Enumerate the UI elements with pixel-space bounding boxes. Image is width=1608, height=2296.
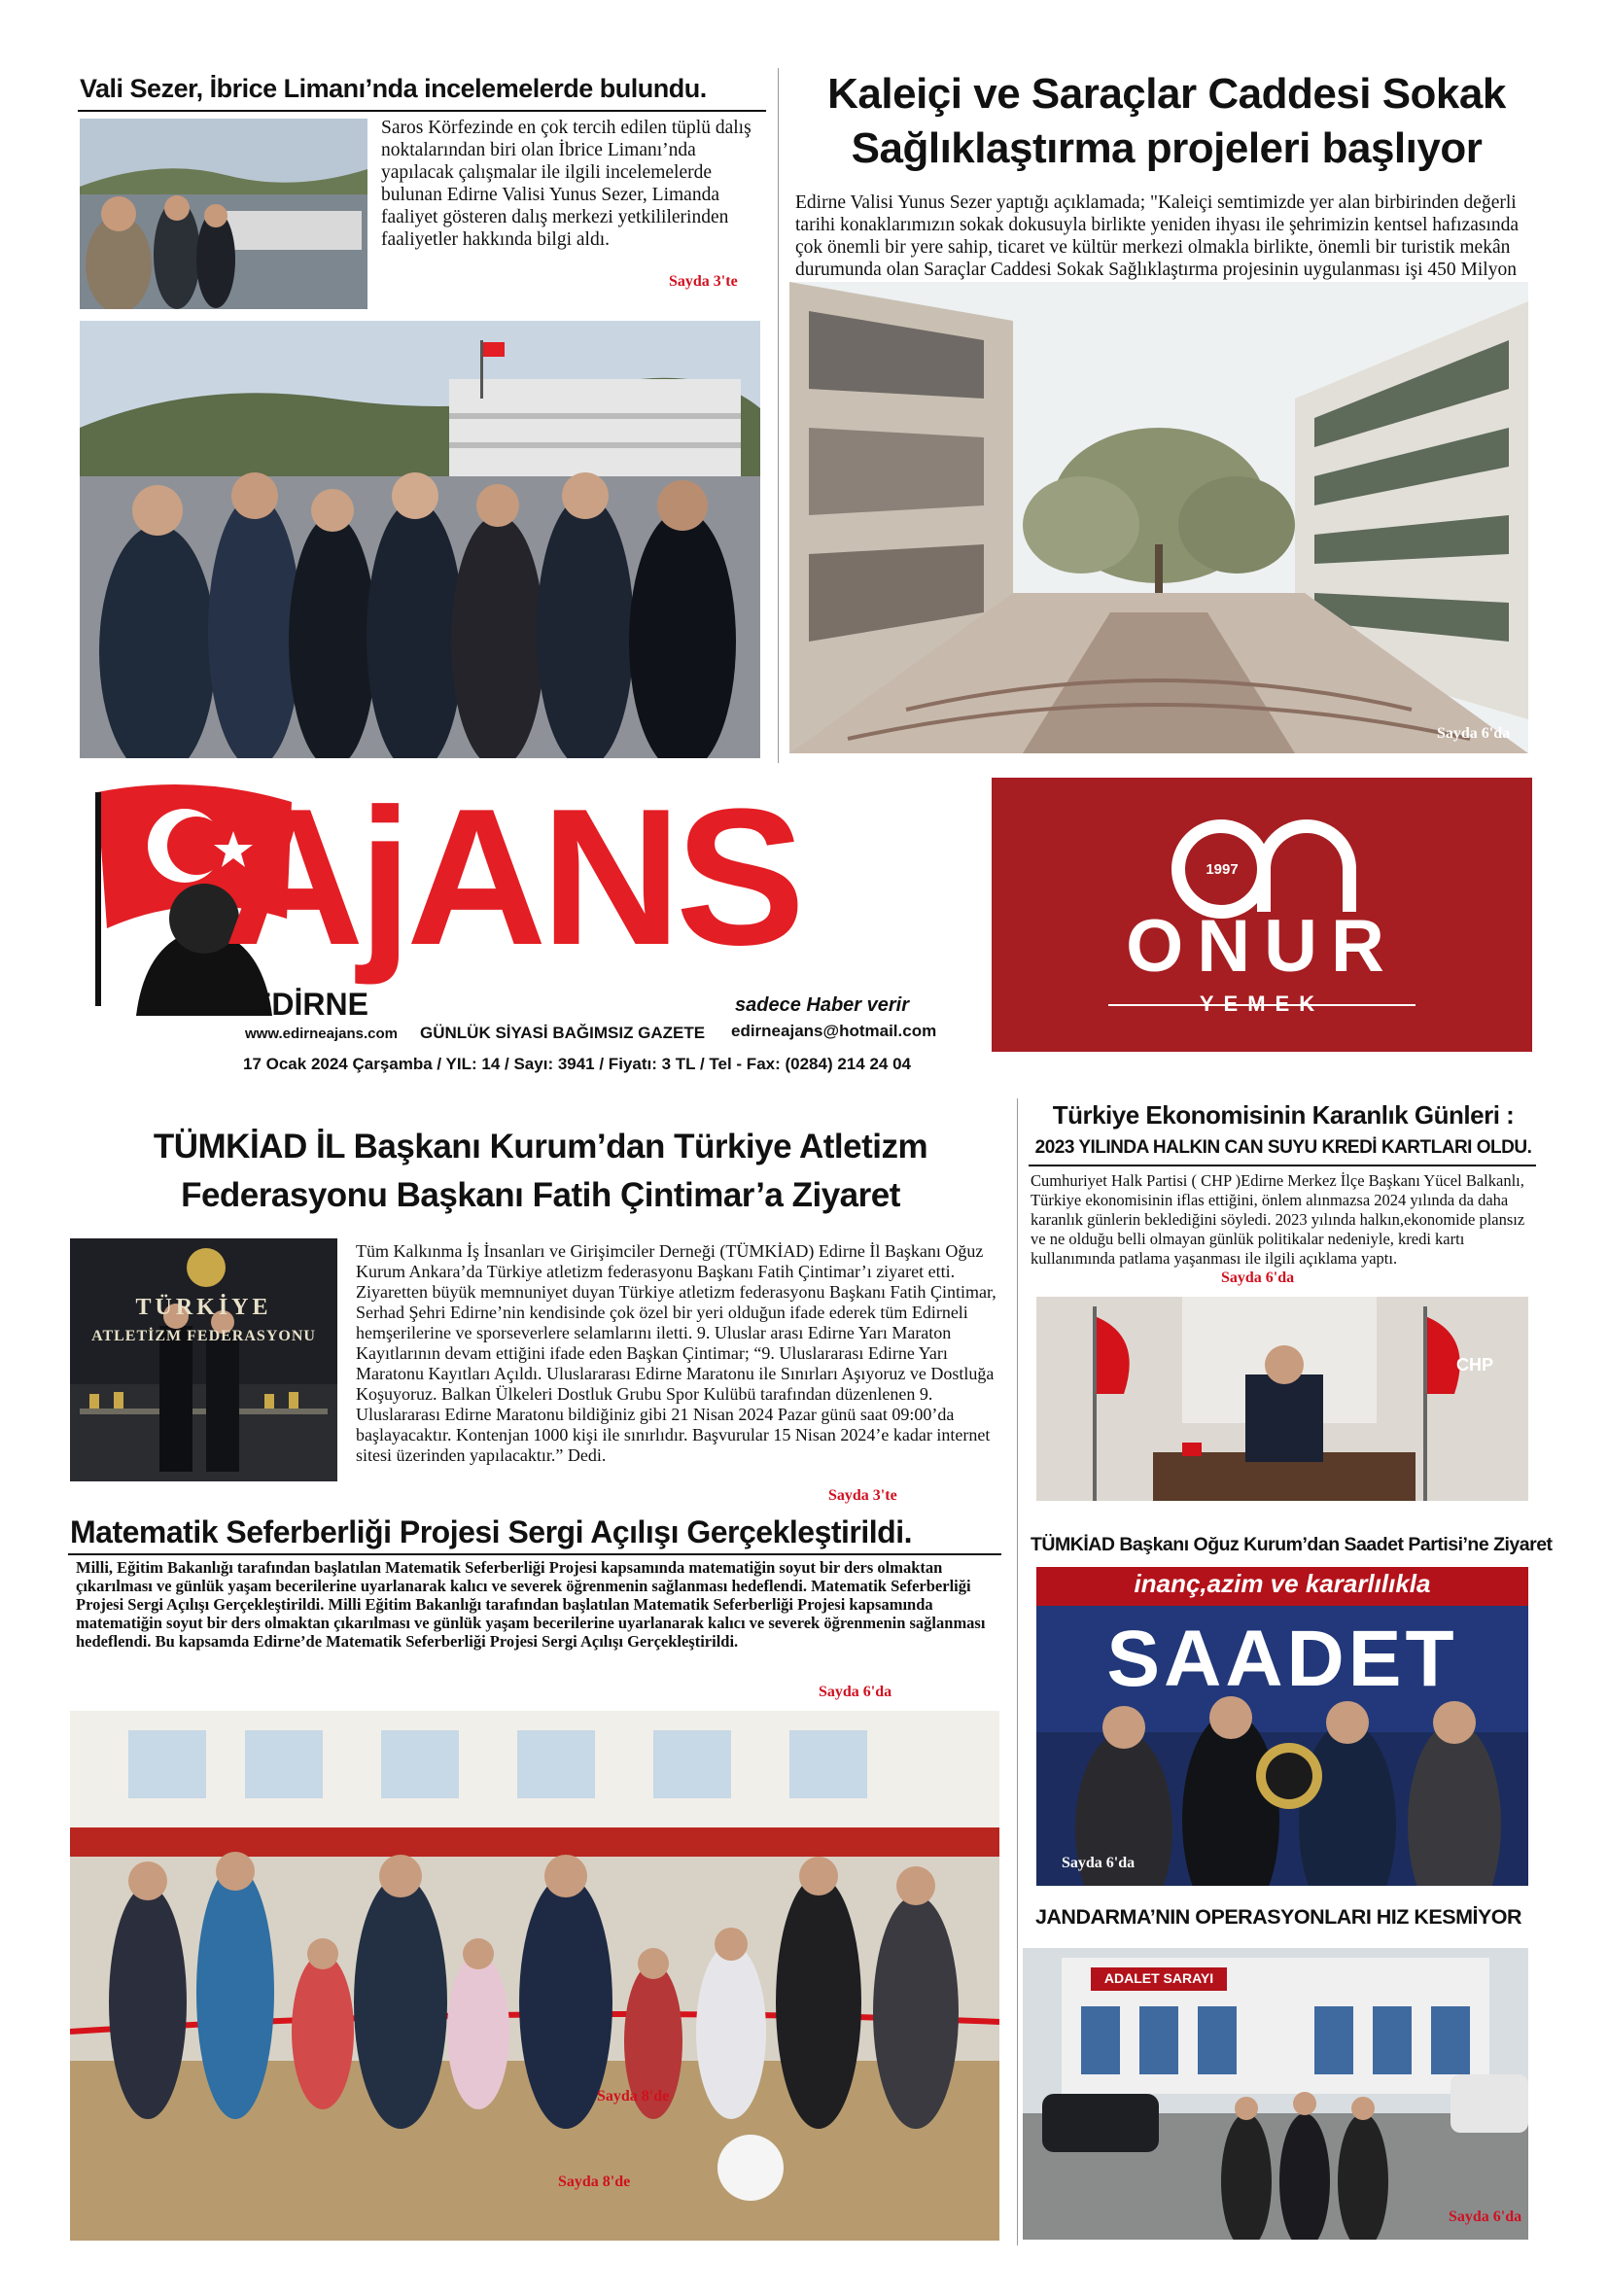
masthead-tagline: sadece Haber verir <box>735 994 910 1016</box>
masthead-email[interactable]: edirneajans@hotmail.com <box>731 1022 937 1040</box>
story5-photo-see-1[interactable]: Sayda 8'de <box>597 2088 670 2105</box>
story1-headline[interactable]: Vali Sezer, İbrice Limanı’nda incelemelerde bulundu. <box>80 74 707 103</box>
story6-banner-line1: inanç,azim ve kararlılıkla <box>1134 1569 1431 1598</box>
masthead <box>78 769 953 1084</box>
masthead-logo[interactable]: AjANS <box>224 769 800 986</box>
story7-photo[interactable] <box>1023 1948 1528 2240</box>
story5-headline[interactable]: Matematik Seferberliği Projesi Sergi Açılışı Gerçekleştirildi. <box>70 1514 912 1549</box>
story3-body: Tüm Kalkınma İş İnsanları ve Girişimciler Derneği (TÜMKİAD) Edirne İl Başkanı Oğuz Kurum Ankara’da Türkiye atletizm federasyonu Başkanı Fatih Çintimar’ı ziyaret etti. Ziyaretten büyük memnuniyet duyan Türkiye atletizm federasyonu Başkanı Fatih Çintimar, Serhad Şehri Edirne’nin kendisinde çok özel bir yeri olduğun ifade ederek tüm Edirneli hemşerilerine ve sporseverlere selamlarını iletti. 9. Uluslar arası Edirne Yarı Maraton Kayıtlarının devam ettiğini ifade eden Başkan Çintimar; “9. Uluslararası Edirne Yarı Maratonu Kayıtları Açıldı. Uluslararası Edirne Maratonu ile Sınırları Aşıyoruz ve Dostluğa Koşuyoruz. Balkan Ülkeleri Dostluk Grubu Spor Kulübü tarafından düzenlenen 9. Uluslararası Edirne Maratonu bildiğiniz gibi 21 Nisan 2024 Pazar günü saat 09:00’da başlayacaktır. Kontenjan 1000 kişi ile sınırlıdır. Başvurular 15 Nisan 2024’e kadar internet sitesi üzerinden yapılacaktır.” Dedi. <box>356 1241 996 1465</box>
ad-brand: ONUR <box>1126 905 1398 988</box>
story6-banner-line2: SAADET <box>1106 1615 1458 1703</box>
masthead-website[interactable]: www.edirneajans.com <box>245 1026 398 1042</box>
story1-body: Saros Körfezinde en çok tercih edilen tüplü dalış noktalarından biri olan İbrice Limanı’nda yapılacak çalışmalar ile ilgili incelemelerde bulunan Edirne Valisi Yunus Sezer, Limanda faaliyet gösteren dalış merkezi yetkililerinden faaliyetler hakkında bilgi aldı. <box>381 118 752 250</box>
story4-flag-text: CHP <box>1456 1355 1494 1374</box>
masthead-city: EDİRNE <box>251 987 368 1022</box>
story3-photo-text1: TÜRKİYE <box>135 1295 272 1320</box>
story4-headline-line2[interactable]: 2023 YILINDA HALKIN CAN SUYU KREDİ KARTLARI OLDU. <box>1034 1137 1532 1158</box>
story1-see[interactable]: Sayda 3'te <box>669 273 738 290</box>
story3-photo-text2: ATLETİZM FEDERASYONU <box>91 1328 316 1344</box>
story2-photo-see[interactable]: Sayda 6'da <box>1437 725 1511 742</box>
story3-headline-line1[interactable]: TÜMKİAD İL Başkanı Kurum’dan Türkiye Atletizm <box>153 1128 928 1165</box>
story5-see[interactable]: Sayda 6'da <box>819 1684 892 1700</box>
story2-headline-line2[interactable]: Sağlıklaştırma projeleri başlıyor <box>851 124 1483 172</box>
story1-photo-large[interactable] <box>80 321 760 758</box>
story4-photo[interactable] <box>1036 1297 1528 1501</box>
story6-headline[interactable]: TÜMKİAD Başkanı Oğuz Kurum’dan Saadet Partisi’ne Ziyaret <box>1031 1534 1553 1555</box>
story5-photo-see-2[interactable]: Sayda 8'de <box>558 2174 631 2190</box>
story5-photo[interactable] <box>70 1711 999 2241</box>
ad-year: 1997 <box>1206 861 1239 878</box>
ad-sub: YEMEK <box>1199 991 1325 1016</box>
story6-photo-see[interactable]: Sayda 6'da <box>1062 1855 1136 1871</box>
story4-rule <box>1029 1165 1536 1166</box>
story5-body: Milli, Eğitim Bakanlığı tarafından başlatılan Matematik Seferberliği Projesi kapsamında matematiğin soyut bir ders olmaktan çıkarılması ve günlük yaşam becerilerine uyarlanarak kalıcı ve severek öğrenmenin sağlanması hedeflendi. Matematik Seferberliği Projesi Sergi Açılışı Gerçekleştirildi. Milli Eğitim Bakanlığı tarafından başlatılan Matematik Seferberliği Projesi kapsamında matematiğin soyut bir ders olmaktan çıkarılması ve günlük yaşam becerilerine uyarlanarak kalıcı ve severek öğrenmenin sağlanması hedeflendi. Bu kapsamda Edirne’de Matematik Seferberliği Projesi Sergi Açılışı Gerçekleştirildi. <box>76 1558 986 1651</box>
story1-rule <box>78 110 766 112</box>
story3-headline-line2[interactable]: Federasyonu Başkanı Fatih Çintimar’a Ziyaret <box>181 1176 900 1214</box>
story3-photo[interactable] <box>70 1238 337 1481</box>
story7-sign: ADALET SARAYI <box>1103 1970 1214 1986</box>
story2-body: Edirne Valisi Yunus Sezer yaptığı açıklamada; "Kaleiçi semtimizde yer alan birbirinden değerli tarihi konaklarımızın sokak dokusuyla birlikte yeniden ihyası ile şehrimizin kentsel hafızasında çok önemli bir yere sahip, ticaret ve kültür merkezi olmakla birlikte, önemli bir turistik mekân durumunda olan Saraçlar Caddesi Sokak Sağlıklaştırma projesinin uygulanması işi 450 Milyon <box>795 192 1520 280</box>
story2-photo[interactable] <box>789 282 1528 753</box>
story1-photo-small[interactable] <box>80 119 367 309</box>
masthead-subtitle: GÜNLÜK SİYASİ BAĞIMSIZ GAZETE <box>420 1024 706 1042</box>
story4-headline-line1[interactable]: Türkiye Ekonomisinin Karanlık Günleri : <box>1052 1100 1515 1130</box>
right-column-divider <box>1017 1098 1018 2245</box>
story6-photo[interactable] <box>1036 1567 1528 1886</box>
story4-see[interactable]: Sayda 6'da <box>1221 1270 1295 1286</box>
story4-body: Cumhuriyet Halk Partisi ( CHP )Edirne Merkez İlçe Başkanı Yücel Balkanlı, Türkiye ekonomisinin iflas ettiğini, önlem alınmazsa 2024 yılında da daha karanlık günlerin beklediğini söyledi. 2023 yılında halkın,ekonomide plansız ve ne olduğu belli olmayan günlük politikalar nedeniyle, kredi kartı kullanımında patlama yaşanması ile ilgili açıklama yaptı. <box>1031 1171 1525 1268</box>
masthead-issue-line: 17 Ocak 2024 Çarşamba / YIL: 14 / Sayı: 3941 / Fiyatı: 3 TL / Tel - Fax: (0284) 214 24 04 <box>243 1055 911 1073</box>
story7-photo-see[interactable]: Sayda 6'da <box>1449 2209 1522 2225</box>
story2-headline-line1[interactable]: Kaleiçi ve Saraçlar Caddesi Sokak <box>827 70 1506 118</box>
story5-rule <box>68 1553 1001 1555</box>
story7-headline[interactable]: JANDARMA’NIN OPERASYONLARI HIZ KESMİYOR <box>1034 1905 1522 1929</box>
onur-yemek-ad[interactable] <box>992 778 1532 1052</box>
top-column-divider <box>778 68 779 763</box>
story3-see[interactable]: Sayda 3'te <box>828 1487 897 1504</box>
